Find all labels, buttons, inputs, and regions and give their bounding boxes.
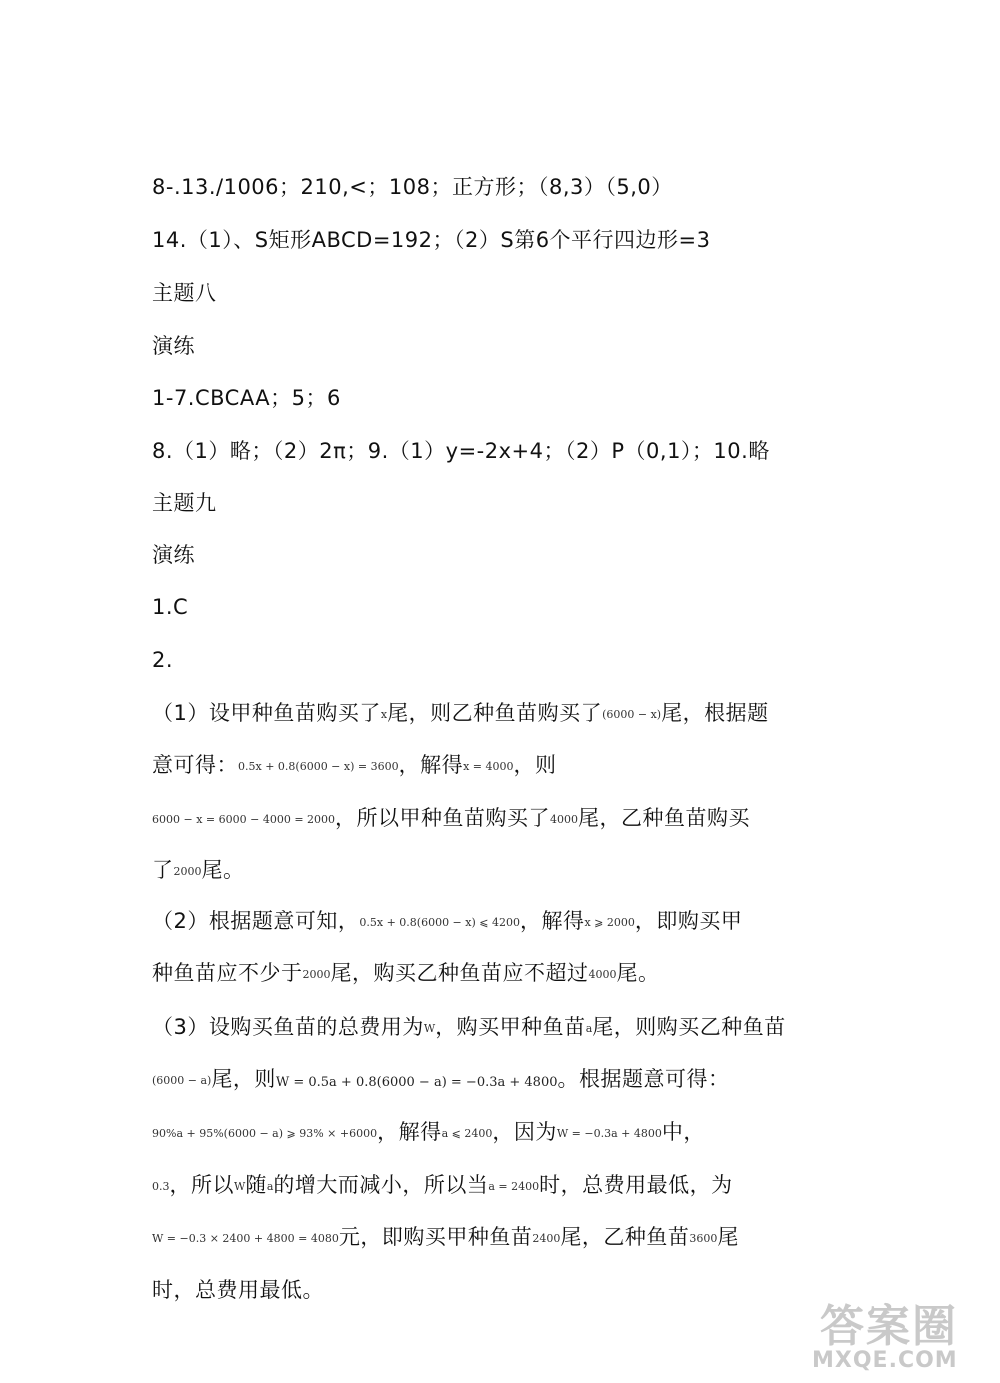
text: ，购买甲种鱼苗	[435, 1015, 586, 1039]
text: 种鱼苗应不少于	[152, 961, 303, 985]
watermark-logo	[800, 1290, 995, 1380]
answer-line-4: 8.（1）略；（2）2π；9.（1）y=-2x+4；（2）P（0,1）；10.略	[152, 439, 770, 463]
formula: 2000	[302, 968, 331, 981]
text: 尾，乙种鱼苗	[560, 1225, 690, 1249]
formula: x ⩾ 2000	[584, 916, 635, 929]
section-heading-9: 主题九	[152, 491, 217, 515]
formula: a	[266, 1180, 274, 1193]
text: 尾，乙种鱼苗购买	[578, 806, 751, 830]
text: （2）根据题意可知，	[152, 909, 360, 933]
watermark-url: MXQE.COM	[812, 1348, 958, 1373]
formula: W = 0.5a + 0.8(6000 − a) = −0.3a + 4800	[275, 1075, 558, 1090]
text: ，则	[513, 753, 557, 777]
formula: a = 2400	[488, 1180, 540, 1193]
solution-part1-line4	[152, 855, 850, 887]
text: ，所以	[169, 1173, 234, 1197]
solution-part1-line1	[152, 698, 850, 730]
text: 尾，则乙种鱼苗购买了	[387, 701, 603, 725]
answer-line-1: 8-.13./1006；210,<；108；正方形；（8,3）（5,0）	[152, 175, 673, 199]
formula: 4000	[550, 813, 579, 826]
text: 尾	[717, 1225, 739, 1249]
formula: 4000	[588, 968, 617, 981]
formula: 0.5x + 0.8(6000 − x) ⩽ 4200	[359, 916, 520, 929]
solution-part3-line2	[152, 1064, 850, 1098]
text: （1）设甲种鱼苗购买了	[152, 701, 381, 725]
formula: x = 4000	[463, 760, 514, 773]
solution-part3-line3	[152, 1117, 850, 1149]
formula: 6000 − x = 6000 − 4000 = 2000	[152, 813, 336, 826]
solution-part1-line2	[152, 750, 850, 782]
formula: a ⩽ 2400	[441, 1127, 493, 1140]
formula: a	[585, 1022, 593, 1035]
formula: 2400	[532, 1232, 561, 1245]
solution-part3-line5	[152, 1222, 850, 1254]
text: 中，	[661, 1120, 705, 1144]
text: 时，总费用最低，为	[539, 1173, 733, 1197]
solution-part3-line6	[152, 1275, 850, 1305]
text: ，即购买甲	[634, 909, 743, 933]
answer-line-5: 1.C	[152, 595, 189, 619]
section-heading-8: 主题八	[152, 281, 217, 305]
text: 尾，根据题	[661, 701, 769, 725]
text: 时，总费用最低。	[152, 1278, 324, 1302]
formula: 2000	[173, 865, 202, 878]
answer-line-3: 1-7.CBCAA；5；6	[152, 386, 341, 410]
solution-part2-line1	[152, 906, 850, 938]
formula: W = −0.3a + 4800	[556, 1127, 662, 1140]
watermark-text: 答案圈	[820, 1301, 958, 1352]
text: 尾。	[616, 961, 660, 985]
formula: 3600	[689, 1232, 718, 1245]
text: 尾，则	[211, 1067, 276, 1091]
solution-part1-line3	[152, 803, 850, 835]
text: 。根据题意可得：	[557, 1067, 730, 1091]
text: 尾，则购买乙种鱼苗	[592, 1015, 786, 1039]
text: ，所以甲种鱼苗购买了	[335, 806, 551, 830]
answer-line-6: 2.	[152, 648, 174, 672]
formula: (6000 − a)	[152, 1074, 212, 1087]
text: 的增大而减小，所以当	[273, 1173, 489, 1197]
text: ，解得	[377, 1120, 442, 1144]
formula: 0.5x + 0.8(6000 − x) = 3600	[238, 760, 399, 773]
text: 尾。	[201, 858, 245, 882]
formula: 90%a + 95%(6000 − a) ⩾ 93% × +6000	[152, 1127, 378, 1140]
text: ，因为	[492, 1120, 557, 1144]
formula: x	[380, 708, 388, 721]
practice-heading-8: 演练	[152, 334, 195, 358]
solution-part3-line1	[152, 1012, 850, 1044]
text: 了	[152, 858, 174, 882]
text: 意可得：	[152, 753, 238, 777]
solution-part3-line4	[152, 1170, 850, 1202]
practice-heading-9: 演练	[152, 543, 195, 567]
text: （3）设购买鱼苗的总费用为	[152, 1015, 424, 1039]
formula: (6000 − x)	[602, 708, 662, 721]
solution-part2-line2	[152, 958, 850, 990]
text: ，解得	[519, 909, 585, 933]
text: 元，即购买甲种鱼苗	[338, 1225, 533, 1249]
formula: 0.3	[152, 1180, 170, 1193]
text: 随	[245, 1173, 267, 1197]
formula: W	[423, 1022, 436, 1035]
text: 尾，购买乙种鱼苗应不超过	[330, 961, 589, 985]
formula: W = −0.3 × 2400 + 4800 = 4080	[152, 1232, 339, 1245]
answer-line-2: 14.（1）、S矩形ABCD=192；（2）S第6个平行四边形=3	[152, 228, 711, 252]
formula: W	[234, 1180, 246, 1193]
text: ，解得	[398, 753, 464, 777]
